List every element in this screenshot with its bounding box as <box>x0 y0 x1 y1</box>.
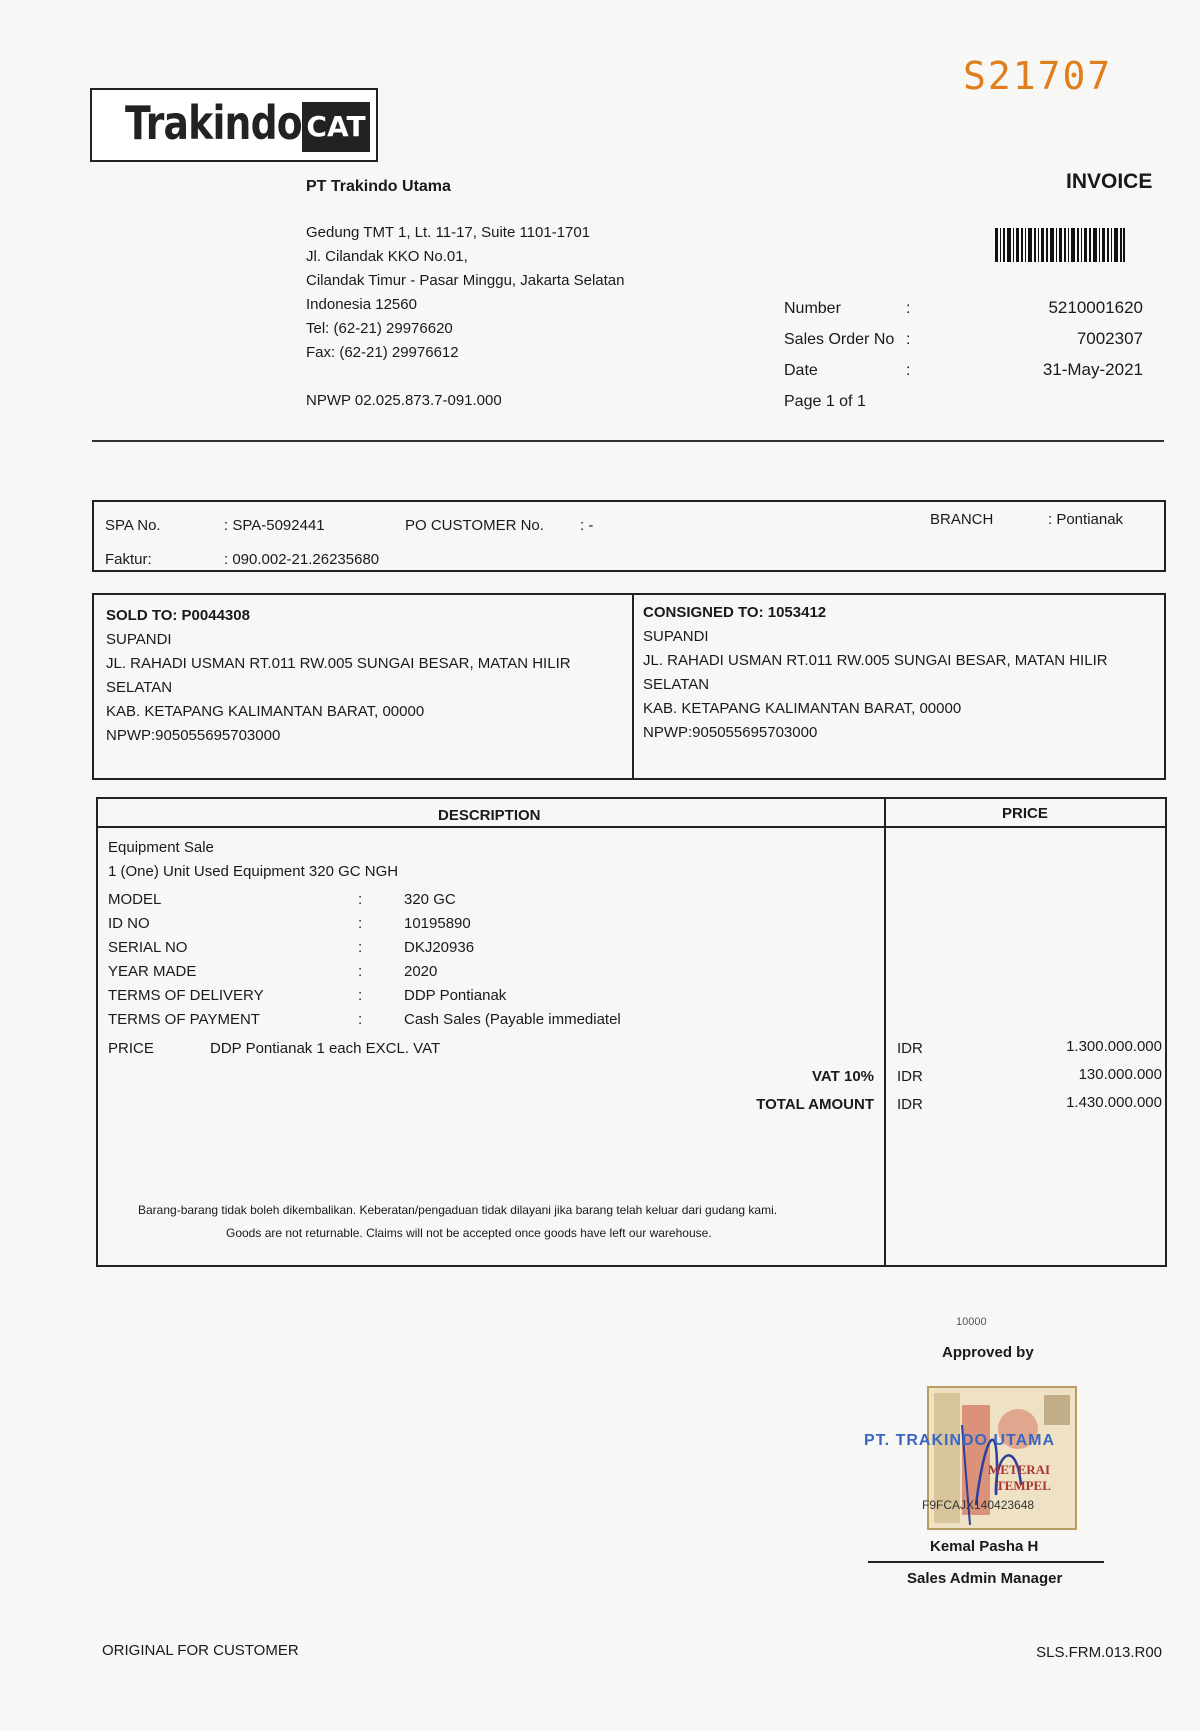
branch-label: BRANCH <box>930 511 994 528</box>
po-customer-label: PO CUSTOMER No. <box>405 517 544 534</box>
colon: : <box>358 915 363 932</box>
sold-to-name: SUPANDI <box>106 631 172 648</box>
header-divider <box>92 440 1164 442</box>
table-header-divider <box>96 826 1167 828</box>
price-amount: 1.300.000.000 <box>1066 1038 1162 1055</box>
invoice-date: 31-May-2021 <box>1042 360 1143 379</box>
description-header: DESCRIPTION <box>438 807 541 824</box>
invoice-number: 5210001620 <box>1048 298 1143 317</box>
stamp-value: 10000 <box>956 1316 987 1328</box>
spec-label: MODEL <box>108 891 162 908</box>
approved-by-label: Approved by <box>942 1344 1034 1361</box>
spec-value: DKJ20936 <box>404 939 475 956</box>
spec-value: Cash Sales (Payable immediatel <box>404 1011 621 1028</box>
price-header: PRICE <box>1002 805 1048 822</box>
return-policy-note-id: Barang-barang tidak boleh dikembalikan. Keberatan/pengaduan tidak dilayani jika barang telah keluar dari gudang kami. <box>138 1203 778 1217</box>
table-column-divider <box>884 797 886 1267</box>
faktur-value: : 090.002-21.26235680 <box>224 551 380 568</box>
form-code: SLS.FRM.013.R00 <box>1036 1644 1162 1661</box>
currency: IDR <box>897 1040 923 1057</box>
stamp-serial: F9FCAJX140423648 <box>922 1498 1035 1512</box>
consigned-to-npwp: NPWP:905055695703000 <box>643 724 818 741</box>
company-stamp-text: PT. TRAKINDO UTAMA <box>864 1432 1056 1449</box>
colon: : <box>358 939 363 956</box>
consigned-to-address: SELATAN <box>643 676 710 693</box>
price-row-label: PRICE <box>108 1040 154 1057</box>
sold-to-address: SELATAN <box>106 679 173 696</box>
barcode-image <box>995 228 1125 262</box>
copy-designation: ORIGINAL FOR CUSTOMER <box>102 1642 299 1659</box>
parties-divider <box>632 593 634 780</box>
currency: IDR <box>897 1096 923 1113</box>
company-npwp: NPWP 02.025.873.7-091.000 <box>306 392 502 409</box>
address-line: Indonesia 12560 <box>306 296 417 313</box>
meterai-text: METERAI <box>988 1462 1051 1477</box>
sold-to-npwp: NPWP:905055695703000 <box>106 727 281 744</box>
colon: : <box>906 300 911 317</box>
signature-line <box>868 1561 1104 1563</box>
logo-text: Trakindo <box>125 96 302 150</box>
spec-label: YEAR MADE <box>108 963 197 980</box>
company-name: PT Trakindo Utama <box>306 178 451 195</box>
vat-label: VAT 10% <box>812 1068 874 1085</box>
spec-value: DDP Pontianak <box>404 987 507 1004</box>
colon: : <box>358 1011 363 1028</box>
currency: IDR <box>897 1068 923 1085</box>
spa-label: SPA No. <box>105 517 161 534</box>
company-fax: Fax: (62-21) 29976612 <box>306 344 459 361</box>
spec-label: SERIAL NO <box>108 939 188 956</box>
address-line: Cilandak Timur - Pasar Minggu, Jakarta Selatan <box>306 272 625 289</box>
consigned-to-name: SUPANDI <box>643 628 709 645</box>
colon: : <box>358 963 363 980</box>
address-line: Gedung TMT 1, Lt. 11-17, Suite 1101-1701 <box>306 224 591 241</box>
sold-to-address: KAB. KETAPANG KALIMANTAN BARAT, 00000 <box>106 703 425 720</box>
spec-label: ID NO <box>108 915 150 932</box>
consigned-to-heading: CONSIGNED TO: 1053412 <box>643 604 827 621</box>
sales-order-label: Sales Order No <box>784 331 895 348</box>
return-policy-note-en: Goods are not returnable. Claims will not be accepted once goods have left our warehouse. <box>226 1226 712 1240</box>
branch-value: : Pontianak <box>1048 511 1124 528</box>
page-indicator: Page 1 of 1 <box>784 393 866 410</box>
spec-value: 2020 <box>404 963 438 980</box>
sales-order-number: 7002307 <box>1076 329 1143 348</box>
approver-position: Sales Admin Manager <box>907 1570 1063 1587</box>
cat-logo-badge: CAT <box>302 102 370 152</box>
item-category: Equipment Sale <box>108 839 214 856</box>
spec-value: 10195890 <box>404 915 471 932</box>
document-title: INVOICE <box>1066 170 1153 193</box>
sold-to-address: JL. RAHADI USMAN RT.011 RW.005 SUNGAI BESAR, MATAN HILIR <box>106 655 571 672</box>
address-line: Jl. Cilandak KKO No.01, <box>306 248 468 265</box>
price-row-description: DDP Pontianak 1 each EXCL. VAT <box>210 1040 441 1057</box>
parties-box <box>92 593 1166 780</box>
faktur-label: Faktur: <box>105 551 152 568</box>
total-amount: 1.430.000.000 <box>1066 1094 1162 1111</box>
total-amount-label: TOTAL AMOUNT <box>756 1096 874 1113</box>
spec-label: TERMS OF DELIVERY <box>108 987 264 1004</box>
date-label: Date <box>784 362 818 379</box>
spa-value: : SPA-5092441 <box>224 517 325 534</box>
colon: : <box>906 362 911 379</box>
colon: : <box>358 987 363 1004</box>
sold-to-heading: SOLD TO: P0044308 <box>106 607 250 624</box>
consigned-to-address: KAB. KETAPANG KALIMANTAN BARAT, 00000 <box>643 700 962 717</box>
approver-name: Kemal Pasha H <box>930 1538 1039 1555</box>
item-title: 1 (One) Unit Used Equipment 320 GC NGH <box>108 863 399 880</box>
tempel-text: TEMPEL <box>996 1478 1051 1493</box>
spec-value: 320 GC <box>404 891 456 908</box>
document-serial-number: S21707 <box>963 54 1113 98</box>
number-label: Number <box>784 300 841 317</box>
consigned-to-address: JL. RAHADI USMAN RT.011 RW.005 SUNGAI BESAR, MATAN HILIR <box>643 652 1108 669</box>
po-customer-value: : - <box>580 517 594 534</box>
colon: : <box>358 891 363 908</box>
company-phone: Tel: (62-21) 29976620 <box>306 320 453 337</box>
spec-label: TERMS OF PAYMENT <box>108 1011 260 1028</box>
colon: : <box>906 331 911 348</box>
vat-amount: 130.000.000 <box>1078 1066 1162 1083</box>
